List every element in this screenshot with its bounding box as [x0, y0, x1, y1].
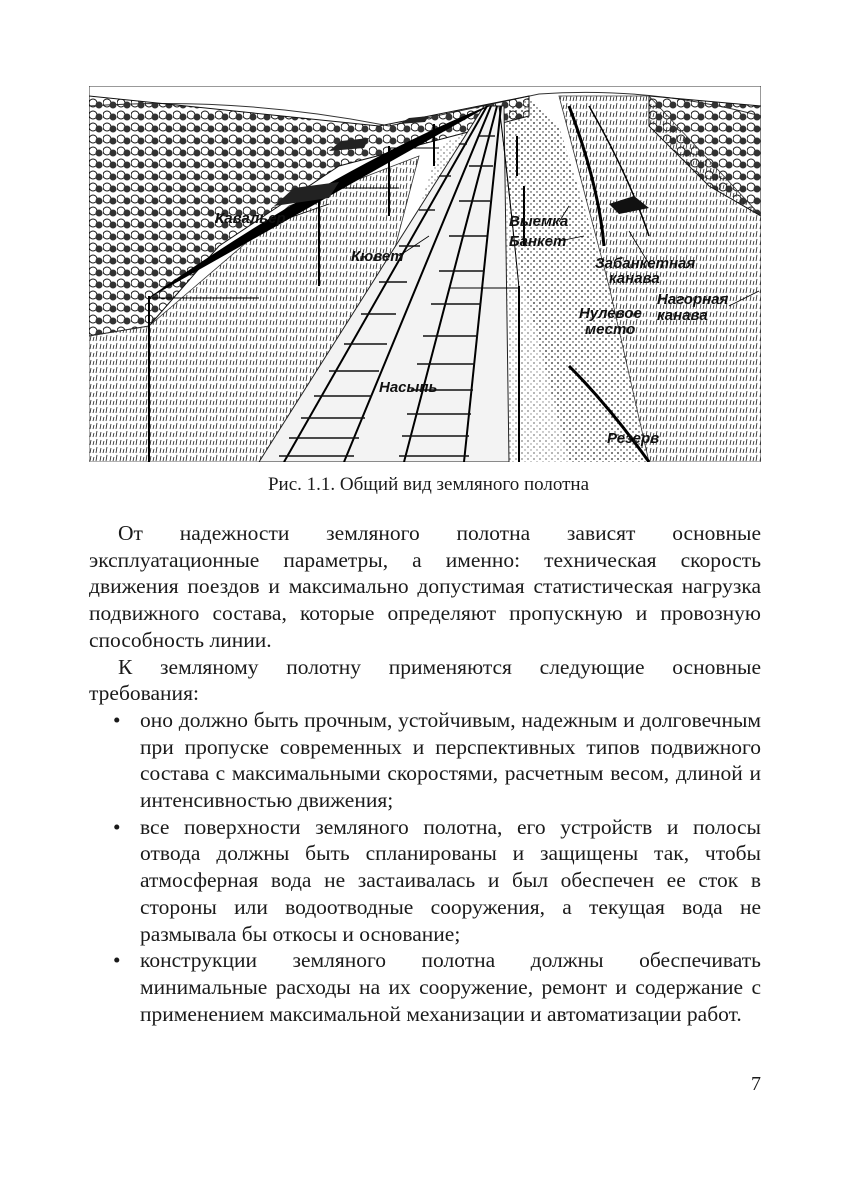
- label-kanava-2: канава: [657, 307, 708, 324]
- railway-embankment-illustration: [89, 86, 761, 462]
- label-kanava-1: канава: [609, 270, 660, 287]
- label-mesto: место: [585, 321, 636, 338]
- list-item: • оно должно быть прочным, устойчивым, надежным и долговечным при пропуске современных и перспективных типов подвижного состава с максимальными скоростями, расчетным весом, длиной и интенсивностью движения;: [113, 707, 761, 813]
- body-text: [89, 520, 761, 1027]
- paragraph: К земляному полотну применяются следующие основные требования:: [89, 654, 761, 706]
- bullet-icon: •: [113, 814, 121, 839]
- label-rezerv: Резерв: [607, 430, 660, 447]
- paragraph: От надежности земляного полотна зависят основные эксплуатационные параметры, а именно: техническая скорость движения поездов и максимально допустимая статистическая нагрузка подвижного состава, которые определяют пропускную и провозную способность линии.: [89, 521, 761, 652]
- bullet-icon: •: [113, 707, 121, 732]
- label-zabanketnaya: Забанкетная: [595, 255, 696, 272]
- label-nagornaya: Нагорная: [657, 291, 729, 308]
- page-number: 7: [751, 1073, 761, 1095]
- list-item: • конструкции земляного полотна должны обеспечивать минимальные расходы на их сооружение, ремонт и содержание с применением максимальной механизации и автоматизации работ.: [113, 948, 761, 1026]
- figure-caption: Рис. 1.1. Общий вид земляного полотна: [267, 474, 590, 495]
- label-nasyp: Насыпь: [379, 379, 438, 396]
- label-banket: Банкет: [509, 233, 567, 250]
- label-kavalier: Кавальер: [215, 210, 286, 227]
- list-item: • все поверхности земляного полотна, его устройств и полосы отвода должны быть спланированы и защищены так, чтобы атмосферная вода не застаивалась и был обеспечен ее сток в стороны или водоотводные сооружения, а текущая вода не размывала бы откосы и основание;: [113, 814, 761, 946]
- label-vyemka: Выемка: [509, 213, 569, 230]
- bullet-icon: •: [113, 948, 121, 973]
- label-nulevoe: Нулевое: [579, 305, 642, 322]
- label-kyuvet: Кювет: [351, 248, 404, 265]
- requirements-list: [89, 707, 761, 1027]
